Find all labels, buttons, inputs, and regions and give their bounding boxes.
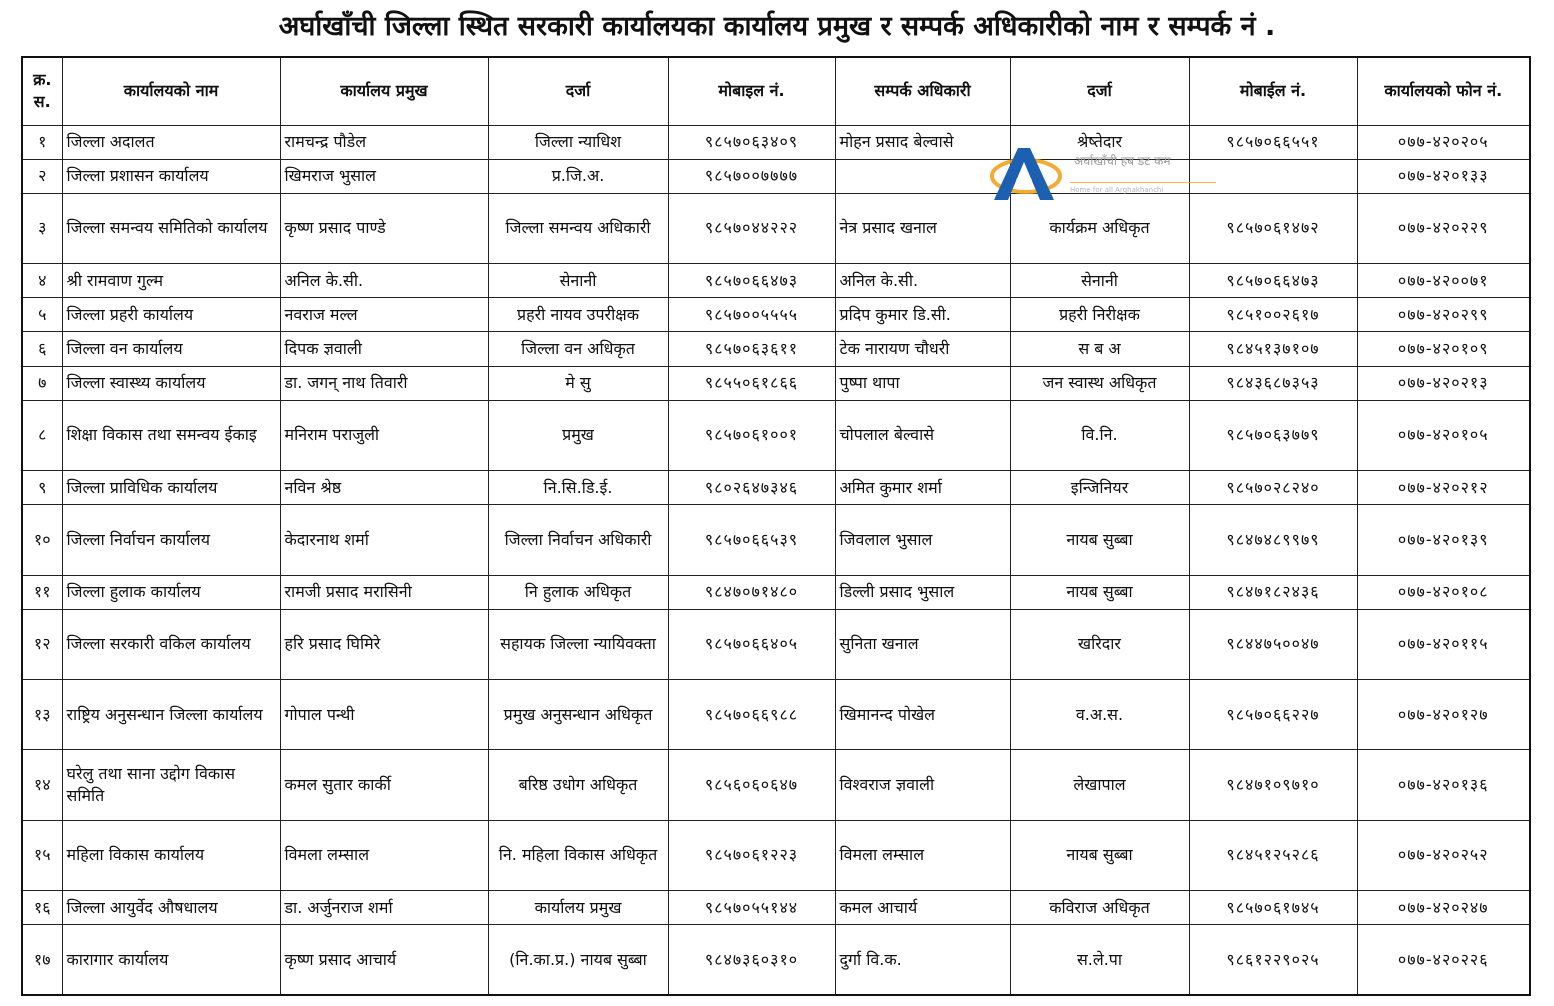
cell-chief-rank: नि.सि.डि.ई. xyxy=(488,471,668,505)
cell-chief-rank: सहायक जिल्ला न्यायिवक्ता xyxy=(488,609,668,679)
cell-contact-rank: श्रेष्तेदार xyxy=(1010,125,1189,159)
header-office-chief: कार्यालय प्रमुख xyxy=(280,57,488,125)
cell-contact-mobile: ९८५७०६३७७९ xyxy=(1189,400,1357,470)
cell-contact-officer: दुर्गा वि.क. xyxy=(835,925,1010,995)
cell-serial-number: ५ xyxy=(22,298,62,332)
cell-contact-officer: अमित कुमार शर्मा xyxy=(835,471,1010,505)
cell-serial-number: ४ xyxy=(22,264,62,298)
cell-office-name: जिल्ला आयुर्वेद औषधालय xyxy=(62,890,280,924)
cell-contact-mobile: ९८५७०६६२२७ xyxy=(1189,680,1357,750)
cell-office-chief: गोपाल पन्थी xyxy=(280,680,488,750)
header-contact-officer: सम्पर्क अधिकारी xyxy=(835,57,1010,125)
cell-contact-mobile: ९८४७४८९९७९ xyxy=(1189,505,1357,575)
header-contact-rank: दर्जा xyxy=(1010,57,1189,125)
table-row xyxy=(22,750,1530,820)
cell-chief-mobile: ९८५७०६३४०९ xyxy=(668,125,835,159)
cell-serial-number: १ xyxy=(22,125,62,159)
cell-office-chief: कृष्ण प्रसाद पाण्डे xyxy=(280,193,488,263)
cell-contact-officer: डिल्ली प्रसाद भुसाल xyxy=(835,575,1010,609)
cell-office-chief: डा. अर्जुनराज शर्मा xyxy=(280,890,488,924)
cell-chief-rank: मे सु xyxy=(488,366,668,400)
cell-contact-rank xyxy=(1010,159,1189,193)
cell-chief-mobile: ९८५७०६६४७३ xyxy=(668,264,835,298)
cell-contact-rank: इन्जिनियर xyxy=(1010,471,1189,505)
cell-serial-number: १७ xyxy=(22,925,62,995)
cell-contact-mobile xyxy=(1189,159,1357,193)
cell-contact-officer: पुष्पा थापा xyxy=(835,366,1010,400)
cell-contact-rank: सेनानी xyxy=(1010,264,1189,298)
table-row xyxy=(22,332,1530,366)
cell-contact-mobile: ९८४४७५००४७ xyxy=(1189,609,1357,679)
cell-office-name: घरेलु तथा साना उद्दोग विकास समिति xyxy=(62,750,280,820)
cell-chief-mobile: ९८५७०४४२२२ xyxy=(668,193,835,263)
cell-office-name: जिल्ला सरकारी वकिल कार्यालय xyxy=(62,609,280,679)
cell-chief-rank: प्रमुख xyxy=(488,400,668,470)
cell-office-name: जिल्ला हुलाक कार्यालय xyxy=(62,575,280,609)
cell-contact-rank: कविराज अधिकृत xyxy=(1010,890,1189,924)
cell-contact-rank: प्रहरी निरीक्षक xyxy=(1010,298,1189,332)
cell-serial-number: ३ xyxy=(22,193,62,263)
header-chief-mobile: मोबाइल नं. xyxy=(668,57,835,125)
cell-contact-officer: टेक नारायण चौधरी xyxy=(835,332,1010,366)
table-body xyxy=(22,125,1530,995)
cell-contact-rank: स.ले.पा xyxy=(1010,925,1189,995)
cell-office-name: जिल्ला प्रशासन कार्यालय xyxy=(62,159,280,193)
table-row xyxy=(22,575,1530,609)
cell-serial-number: १० xyxy=(22,505,62,575)
cell-office-name: श्री रामवाण गुल्म xyxy=(62,264,280,298)
cell-office-phone: ०७७-४२०२०५ xyxy=(1357,125,1530,159)
cell-contact-officer: प्रदिप कुमार डि.सी. xyxy=(835,298,1010,332)
cell-contact-mobile: ९८४५१२५२८६ xyxy=(1189,820,1357,890)
cell-office-phone: ०७७-४२०२४७ xyxy=(1357,890,1530,924)
table-row xyxy=(22,609,1530,679)
cell-serial-number: ६ xyxy=(22,332,62,366)
cell-office-chief: मनिराम पराजुली xyxy=(280,400,488,470)
cell-office-chief: नवराज मल्ल xyxy=(280,298,488,332)
cell-office-chief: खिमराज भुसाल xyxy=(280,159,488,193)
cell-chief-rank: नि. महिला विकास अधिकृत xyxy=(488,820,668,890)
watermark-tagline: Home for all Arghakhanchi xyxy=(1070,186,1164,194)
cell-office-phone: ०७७-४२००७१ xyxy=(1357,264,1530,298)
cell-contact-mobile: ९८५७०६१४७२ xyxy=(1189,193,1357,263)
cell-chief-mobile: ९८५७०५५१४४ xyxy=(668,890,835,924)
cell-office-name: जिल्ला समन्वय समितिको कार्यालय xyxy=(62,193,280,263)
table-row xyxy=(22,125,1530,159)
cell-office-chief: दिपक ज्ञवाली xyxy=(280,332,488,366)
cell-office-phone: ०७७-४२०२२६ xyxy=(1357,925,1530,995)
cell-contact-mobile: ९८६१२२९०२५ xyxy=(1189,925,1357,995)
cell-office-name: महिला विकास कार्यालय xyxy=(62,820,280,890)
cell-office-phone: ०७७-४२०१३३ xyxy=(1357,159,1530,193)
cell-chief-mobile: ९८५७०६६४०५ xyxy=(668,609,835,679)
cell-office-name: जिल्ला प्राविधिक कार्यालय xyxy=(62,471,280,505)
table-row xyxy=(22,193,1530,263)
cell-chief-rank: प्रमुख अनुसन्धान अधिकृत xyxy=(488,680,668,750)
cell-chief-mobile: ९८०२६४७३४६ xyxy=(668,471,835,505)
header-chief-rank: दर्जा xyxy=(488,57,668,125)
cell-chief-rank: प्र.जि.अ. xyxy=(488,159,668,193)
table-row xyxy=(22,680,1530,750)
cell-chief-rank: (नि.का.प्र.) नायब सुब्बा xyxy=(488,925,668,995)
cell-contact-rank: व.अ.स. xyxy=(1010,680,1189,750)
cell-office-name: जिल्ला निर्वाचन कार्यालय xyxy=(62,505,280,575)
cell-chief-mobile: ९८५७००५५५५ xyxy=(668,298,835,332)
cell-contact-officer: जिवलाल भुसाल xyxy=(835,505,1010,575)
cell-chief-mobile: ९८५६०६०६४७ xyxy=(668,750,835,820)
header-serial-number: क्र. स. xyxy=(22,57,62,125)
cell-contact-rank: लेखापाल xyxy=(1010,750,1189,820)
cell-serial-number: १२ xyxy=(22,609,62,679)
header-contact-mobile: मोबाईल नं. xyxy=(1189,57,1357,125)
cell-office-chief: विमला लम्साल xyxy=(280,820,488,890)
cell-contact-officer: नेत्र प्रसाद खनाल xyxy=(835,193,1010,263)
table-row xyxy=(22,505,1530,575)
cell-contact-mobile: ९८५१००२६१७ xyxy=(1189,298,1357,332)
table-row xyxy=(22,264,1530,298)
cell-contact-rank: स ब अ xyxy=(1010,332,1189,366)
cell-contact-rank: नायब सुब्बा xyxy=(1010,505,1189,575)
cell-contact-mobile: ९८४३६८७३५३ xyxy=(1189,366,1357,400)
cell-office-phone: ०७७-४२०१३६ xyxy=(1357,750,1530,820)
cell-chief-rank: नि हुलाक अधिकृत xyxy=(488,575,668,609)
cell-contact-rank: कार्यक्रम अधिकृत xyxy=(1010,193,1189,263)
cell-chief-mobile: ९८५७०६१२२३ xyxy=(668,820,835,890)
cell-serial-number: ११ xyxy=(22,575,62,609)
cell-contact-mobile: ९८४७१०९७१० xyxy=(1189,750,1357,820)
table-header-row xyxy=(22,57,1530,125)
cell-contact-mobile: ९८५७०२८२४० xyxy=(1189,471,1357,505)
cell-contact-mobile: ९८४५१३७१०७ xyxy=(1189,332,1357,366)
cell-serial-number: २ xyxy=(22,159,62,193)
cell-office-chief: अनिल के.सी. xyxy=(280,264,488,298)
office-directory-table xyxy=(21,56,1531,996)
cell-chief-mobile: ९८५५०६१८६६ xyxy=(668,366,835,400)
cell-office-name: शिक्षा विकास तथा समन्वय ईकाइ xyxy=(62,400,280,470)
cell-office-chief: रामजी प्रसाद मरासिनी xyxy=(280,575,488,609)
table-row xyxy=(22,471,1530,505)
table-row xyxy=(22,366,1530,400)
cell-office-phone: ०७७-४२०१०९ xyxy=(1357,332,1530,366)
cell-office-name: जिल्ला वन कार्यालय xyxy=(62,332,280,366)
cell-chief-mobile: ९८४७३६०३१० xyxy=(668,925,835,995)
table-row xyxy=(22,820,1530,890)
cell-chief-mobile: ९८५७०६३६११ xyxy=(668,332,835,366)
cell-office-phone: ०७७-४२०१०८ xyxy=(1357,575,1530,609)
cell-contact-mobile: ९८५७०६१७४५ xyxy=(1189,890,1357,924)
cell-contact-mobile: ९८५७०६६५५१ xyxy=(1189,125,1357,159)
cell-serial-number: १३ xyxy=(22,680,62,750)
cell-contact-officer: अनिल के.सी. xyxy=(835,264,1010,298)
cell-chief-mobile: ९८५७०६१००१ xyxy=(668,400,835,470)
cell-office-chief: केदारनाथ शर्मा xyxy=(280,505,488,575)
cell-chief-rank: जिल्ला समन्वय अधिकारी xyxy=(488,193,668,263)
cell-office-phone: ०७७-४२०१३९ xyxy=(1357,505,1530,575)
cell-office-phone: ०७७-४२०२१२ xyxy=(1357,471,1530,505)
cell-office-phone: ०७७-४२०११५ xyxy=(1357,609,1530,679)
table-row xyxy=(22,925,1530,995)
cell-office-chief: कृष्ण प्रसाद आचार्य xyxy=(280,925,488,995)
cell-chief-mobile: ९८४७०७१४८० xyxy=(668,575,835,609)
cell-chief-rank: जिल्ला वन अधिकृत xyxy=(488,332,668,366)
cell-office-phone: ०७७-४२०१०५ xyxy=(1357,400,1530,470)
cell-contact-officer xyxy=(835,159,1010,193)
cell-office-chief: कमल सुतार कार्की xyxy=(280,750,488,820)
table-row xyxy=(22,298,1530,332)
cell-office-chief: हरि प्रसाद घिमिरे xyxy=(280,609,488,679)
cell-contact-officer: विमला लम्साल xyxy=(835,820,1010,890)
cell-chief-rank: प्रहरी नायव उपरीक्षक xyxy=(488,298,668,332)
cell-chief-rank: बरिष्ठ उधोग अधिकृत xyxy=(488,750,668,820)
cell-office-chief: रामचन्द्र पौडेल xyxy=(280,125,488,159)
cell-contact-rank: जन स्वास्थ अधिकृत xyxy=(1010,366,1189,400)
cell-office-phone: ०७७-४२०२२९ xyxy=(1357,193,1530,263)
cell-serial-number: ९ xyxy=(22,471,62,505)
cell-office-name: कारागार कार्यालय xyxy=(62,925,280,995)
cell-office-phone: ०७७-४२०२९९ xyxy=(1357,298,1530,332)
cell-serial-number: १५ xyxy=(22,820,62,890)
table-row xyxy=(22,159,1530,193)
cell-serial-number: ८ xyxy=(22,400,62,470)
cell-office-name: जिल्ला अदालत xyxy=(62,125,280,159)
header-office-name: कार्यालयको नाम xyxy=(62,57,280,125)
header-office-phone: कार्यालयको फोन नं. xyxy=(1357,57,1530,125)
cell-office-name: राष्ट्रिय अनुसन्धान जिल्ला कार्यालय xyxy=(62,680,280,750)
cell-contact-mobile: ९८४७१८२४३६ xyxy=(1189,575,1357,609)
cell-serial-number: १६ xyxy=(22,890,62,924)
cell-contact-officer: कमल आचार्य xyxy=(835,890,1010,924)
cell-contact-officer: मोहन प्रसाद बेल्वासे xyxy=(835,125,1010,159)
cell-office-phone: ०७७-४२०१२७ xyxy=(1357,680,1530,750)
cell-contact-officer: चोपलाल बेल्वासे xyxy=(835,400,1010,470)
cell-contact-rank: नायब सुब्बा xyxy=(1010,820,1189,890)
cell-contact-rank: वि.नि. xyxy=(1010,400,1189,470)
cell-serial-number: १४ xyxy=(22,750,62,820)
cell-office-name: जिल्ला प्रहरी कार्यालय xyxy=(62,298,280,332)
cell-office-phone: ०७७-४२०२१३ xyxy=(1357,366,1530,400)
table-row xyxy=(22,890,1530,924)
cell-contact-officer: विश्वराज ज्ञवाली xyxy=(835,750,1010,820)
watermark-site-name: अर्घाखाँची हब डट कम xyxy=(1074,154,1171,168)
cell-chief-mobile: ९८५७००७७७७ xyxy=(668,159,835,193)
cell-office-chief: नविन श्रेष्ठ xyxy=(280,471,488,505)
table-row xyxy=(22,400,1530,470)
cell-chief-rank: जिल्ला न्याधिश xyxy=(488,125,668,159)
cell-serial-number: ७ xyxy=(22,366,62,400)
cell-contact-officer: खिमानन्द पोखेल xyxy=(835,680,1010,750)
cell-office-phone: ०७७-४२०२५२ xyxy=(1357,820,1530,890)
cell-chief-rank: कार्यालय प्रमुख xyxy=(488,890,668,924)
cell-chief-mobile: ९८५७०६६५३९ xyxy=(668,505,835,575)
cell-contact-rank: नायब सुब्बा xyxy=(1010,575,1189,609)
cell-office-name: जिल्ला स्वास्थ्य कार्यालय xyxy=(62,366,280,400)
page-title: अर्घाखाँची जिल्ला स्थित सरकारी कार्यालयका कार्यालय प्रमुख र सम्पर्क अधिकारीको नाम र सम्पर्क नं . xyxy=(278,11,1276,42)
cell-contact-rank: खरिदार xyxy=(1010,609,1189,679)
cell-office-chief: डा. जगन् नाथ तिवारी xyxy=(280,366,488,400)
cell-contact-officer: सुनिता खनाल xyxy=(835,609,1010,679)
cell-chief-rank: सेनानी xyxy=(488,264,668,298)
cell-chief-mobile: ९८५७०६६९८८ xyxy=(668,680,835,750)
cell-contact-mobile: ९८५७०६६४७३ xyxy=(1189,264,1357,298)
cell-chief-rank: जिल्ला निर्वाचन अधिकारी xyxy=(488,505,668,575)
